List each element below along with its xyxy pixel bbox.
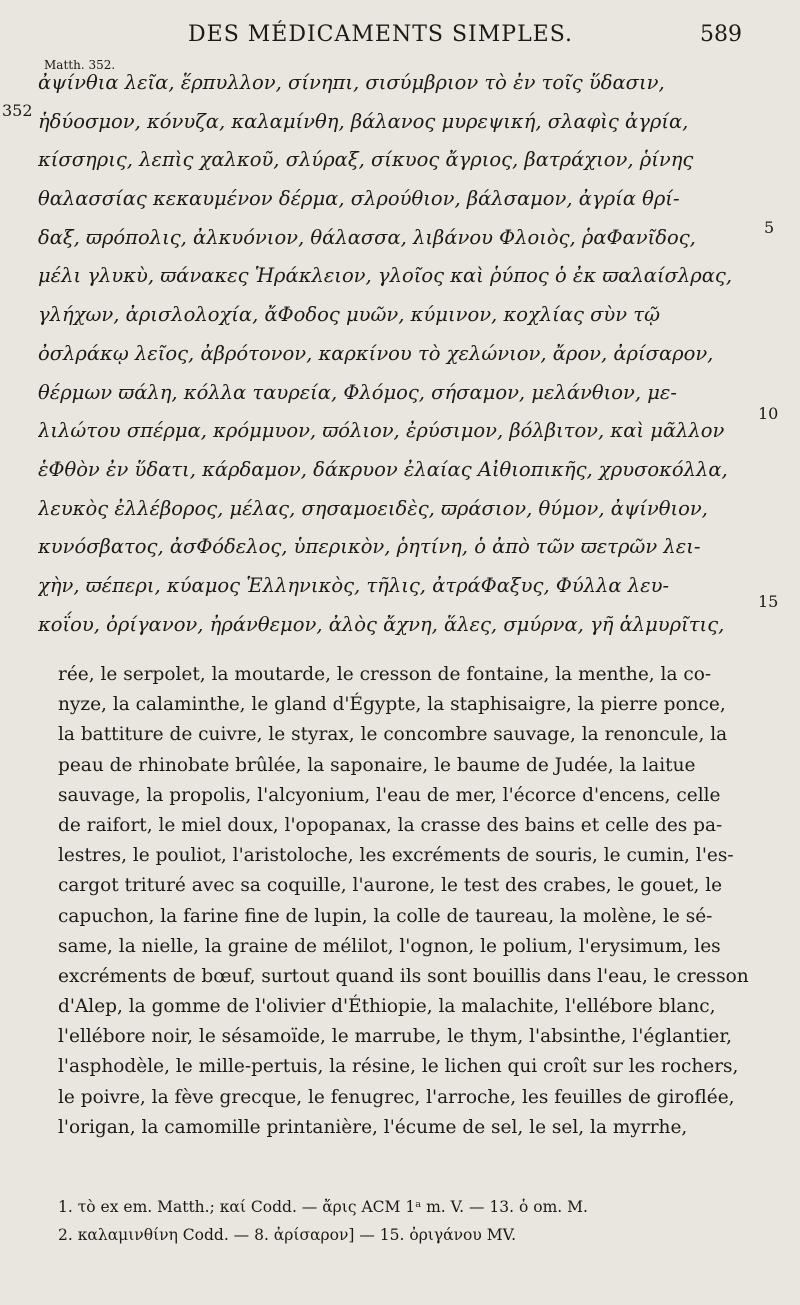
french-line: cargot trituré avec sa coquille, l'aurone, le test des crabes, le gouet, le (58, 875, 723, 897)
footnotes (58, 1193, 778, 1249)
french-line: le poivre, la fève grecque, le fenugrec, l'arroche, les feuilles de giroflée, (58, 1086, 735, 1108)
french-translation (58, 660, 758, 1143)
edition-reference: Matth. 352. (44, 58, 116, 72)
greek-line: θέρμων ϖάλη, κόλλα ταυρεία, Φλόμος, σήσαμον, μελάνθιον, με- (38, 380, 677, 404)
french-line: rée, le serpolet, la moutarde, le cresson de fontaine, la menthe, la co- (58, 664, 712, 685)
greek-line: κοΐου, ὀρίγανον, ἠράνθεμον, ἀλὸς ἄχνη, ἅλες, σμύρνα, γῆ ἁλμυρῖτις, (38, 612, 725, 636)
greek-line: μέλι γλυκὺ, ϖάνακες Ἡράκλειον, γλοῖος καὶ ῥύπος ὁ ἐκ ϖαλαίσλρας, (38, 264, 733, 288)
french-line: l'asphodèle, le mille-pertuis, la résine, le lichen qui croît sur les rochers, (58, 1056, 739, 1078)
greek-line: ἡδύοσμον, κόνυζα, καλαμίνθη, βάλανος μυρεψική, σλαφὶς ἀγρία, (38, 109, 689, 133)
french-line: sauvage, la propolis, l'alcyonium, l'eau de mer, l'écorce d'encens, celle (58, 784, 721, 806)
french-line: l'ellébore noir, le sésamoïde, le marrube, le thym, l'absinthe, l'églantier, (58, 1026, 733, 1048)
running-title: DES MÉDICAMENTS SIMPLES. (188, 22, 574, 47)
margin-number-352: 352 (2, 101, 33, 120)
greek-line: λιλώτου σπέρμα, κρόμμυον, ϖόλιον, ἐρύσιμον, βόλβιτον, καὶ μᾶλλον (38, 419, 725, 443)
page-number: 589 (700, 22, 742, 47)
greek-line: λευκὸς ἐλλέβορος, μέλας, σησαμοειδὲς, ϖράσιον, θύμον, ἀψίνθιον, (38, 496, 708, 520)
margin-line-10: 10 (758, 404, 779, 423)
page-header (0, 18, 800, 58)
margin-line-15: 15 (758, 592, 779, 611)
french-line: d'Alep, la gomme de l'olivier d'Éthiopie, la malachite, l'ellébore blanc, (58, 996, 716, 1018)
footnote-line: 1. τὸ ex em. Matth.; καί Codd. — ἄρις ACM 1ᵃ m. V. — 13. ὁ om. M. (58, 1198, 588, 1216)
french-line: la battiture de cuivre, le styrax, le concombre sauvage, la renoncule, la (58, 724, 728, 746)
greek-text (38, 64, 758, 644)
greek-line: ὀσλράκῳ λεῖος, ἀβρότονον, καρκίνου τὸ χελώνιον, ἄρον, ἀρίσαρον, (38, 341, 714, 365)
french-line: same, la nielle, la graine de mélilot, l'ognon, le polium, l'erysimum, les (58, 935, 721, 957)
greek-line: γλήχων, ἀρισλολοχία, ἄΦοδος μυῶν, κύμινον, κοχλίας σὺν τῷ (38, 303, 661, 327)
french-line: l'origan, la camomille printanière, l'écume de sel, le sel, la myrrhe, (58, 1116, 688, 1138)
margin-line-5: 5 (764, 218, 775, 237)
french-line: peau de rhinobate brûlée, la saponaire, le baume de Judée, la laitue (58, 754, 696, 776)
french-line: capuchon, la farine fine de lupin, la colle de taureau, la molène, le sé- (58, 905, 713, 927)
greek-line: χὴν, ϖέπερι, κύαμος Ἑλληνικὸς, τῆλις, ἀτράΦαξυς, Φύλλα λευ- (38, 573, 670, 597)
greek-line: ἑΦθὸν ἐν ὕδατι, κάρδαμον, δάκρυον ἐλαίας Αἰθιοπικῆς, χρυσοκόλλα, (38, 457, 728, 481)
greek-line: ἀψίνθια λεῖα, ἕρπυλλον, σίνηπι, σισύμβριον τὸ ἐν τοῖς ὕδασιν, (38, 71, 665, 94)
greek-line: κυνόσβατος, ἀσΦόδελος, ὑπερικὸν, ῥητίνη, ὁ ἀπὸ τῶν ϖετρῶν λει- (38, 535, 701, 559)
french-line: nyze, la calaminthe, le gland d'Égypte, la staphisaigre, la pierre ponce, (58, 694, 726, 716)
french-line: excréments de bœuf, surtout quand ils sont bouillis dans l'eau, le cresson (58, 965, 749, 987)
greek-line: δαξ, ϖρόπολις, ἀλκυόνιον, θάλασσα, λιβάνου Φλοιὸς, ῥαΦανῖδος, (38, 225, 696, 249)
greek-line: θαλασσίας κεκαυμένον δέρμα, σλρούθιον, βάλσαμον, ἀγρία θρί- (38, 187, 680, 211)
greek-line: κίσσηρις, λεπὶς χαλκοῦ, σλύραξ, σίκυος ἄγριος, βατράχιον, ῥίνης (38, 148, 694, 172)
footnote-line: 2. καλαμινθίνη Codd. — 8. ἀρίσαρον] — 15. ὀριγάνου MV. (58, 1226, 516, 1244)
french-line: de raifort, le miel doux, l'opopanax, la crasse des bains et celle des pa- (58, 814, 723, 836)
french-line: lestres, le pouliot, l'aristoloche, les excréments de souris, le cumin, l'es- (58, 845, 734, 867)
